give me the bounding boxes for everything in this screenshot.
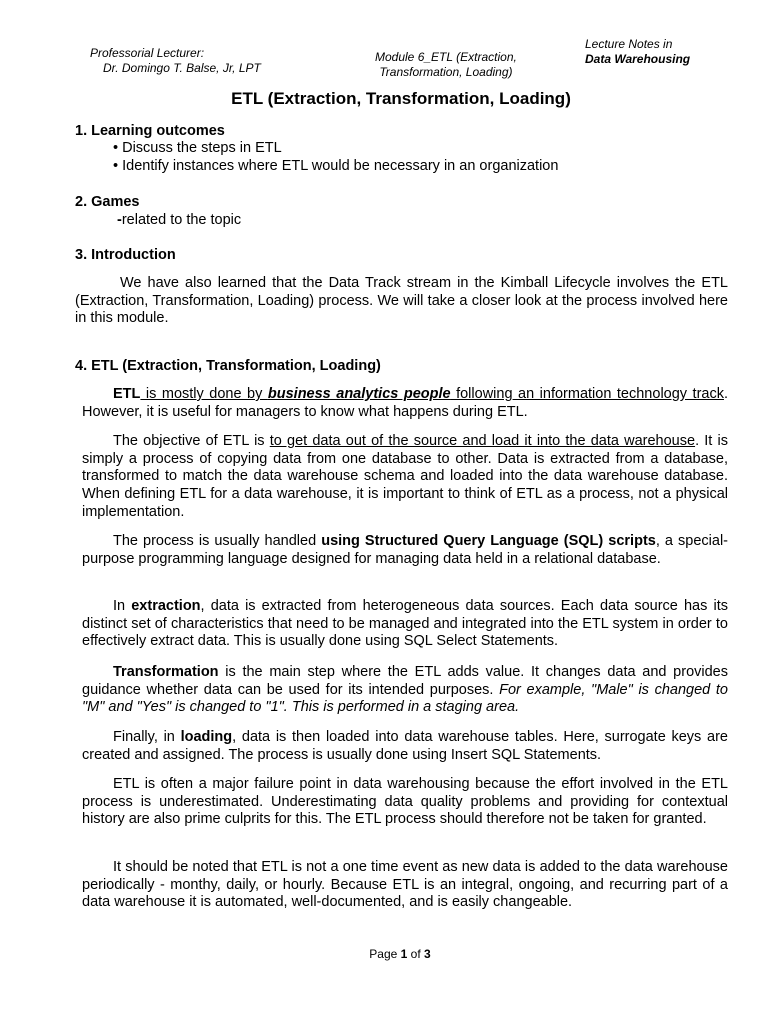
header-course-name: Data Warehousing [585,52,691,66]
etl-paragraph-6: Finally, in loading, data is then loaded into data warehouse tables. Here, surrogate keys are created and assigned. The process is usually done using Insert SQL Statements. [82,729,728,763]
etl-paragraph-5: Transformation is the main step where the ETL adds value. It changes data and provides guidance whether data can be used for its intended purposes. For example, "Male" is changed to "M" and "Yes" is changed to "1". This is performed in a staging area. [82,664,728,716]
introduction-paragraph: We have also learned that the Data Track stream in the Kimball Lifecycle involves the ETL (Extraction, Transformation, Loading) process. We will take a closer look at the process involved here in this module. [75,275,728,327]
header-module-line2: Transformation, Loading) [379,65,513,79]
learning-outcome-item: • Identify instances where ETL would be necessary in an organization [113,158,559,174]
current-page: 1 [400,947,408,961]
games-text [117,212,241,228]
page-number: Page 1 of 3 [369,947,431,961]
header-module-line1: Module 6_ETL (Extraction, [375,50,517,64]
etl-paragraph-7: ETL is often a major failure point in data warehousing because the effort involved in the ETL process is underestimated. Underestimating data quality problems and providing for contextual history are also prime culprits for this. The ETL process should therefore not be taken for granted. [82,776,728,828]
games-description: related to the topic [121,212,242,228]
etl-p1-underlined: is mostly done by business analytics people following an information technology track [140,386,724,402]
games-dash: - [117,212,122,228]
etl-paragraph-1: ETL is mostly done by business analytics people following an information technology track. However, it is useful for managers to know what happens during ETL. [82,386,729,420]
transformation-example: For example, "Male" is changed to "M" and "Yes" is changed to "1". This is performed in a staging area. [82,681,728,716]
section-etl-heading: 4. ETL (Extraction, Transformation, Loading) [75,358,381,374]
etl-paragraph-2: The objective of ETL is to get data out of the source and load it into the data warehouse. It is simply a process of copying data from one database to other. Data is extracted from a database, transformed to match the data warehouse schema and loaded into the data warehouse database. When defining ETL for a data warehouse, it is important to think of ETL as a process, not a physical implementation. [82,433,728,520]
section-learning-outcomes-heading: 1. Learning outcomes [75,123,225,139]
etl-term: ETL [113,386,141,402]
header-lecturer-name: Dr. Domingo T. Balse, Jr, LPT [103,61,261,75]
loading-term: loading [180,729,233,745]
total-pages: 3 [424,947,431,961]
header-lecturer-label: Professorial Lecturer: [90,46,205,60]
etl-paragraph-4: In extraction, data is extracted from heterogeneous data sources. Each data source has its distinct set of characteristics that need to be managed and integrated into the ETL system in order to effectively extract data. This is usually done using SQL Select Statements. [82,598,728,650]
etl-paragraph-3: The process is usually handled using Structured Query Language (SQL) scripts, a special-purpose programming language designed for managing data held in a relational database. [82,533,728,567]
extraction-term: extraction [131,598,201,614]
page-title: ETL (Extraction, Transformation, Loading) [231,89,571,108]
header-module [375,50,517,80]
section-introduction-heading: 3. Introduction [75,247,176,263]
etl-paragraph-8: It should be noted that ETL is not a one time event as new data is added to the data warehouse periodically - monthy, daily, or hourly. Because ETL is an integral, ongoing, and recurring part of a data warehouse it is automated, well-documented, and is easily changeable. [82,859,728,911]
etl-objective: to get data out of the source and load it into the data warehouse [269,433,696,449]
sql-scripts-term: using Structured Query Language (SQL) scripts [321,533,656,549]
header-course [585,37,690,67]
header-lecturer [90,46,261,76]
transformation-term: Transformation [113,664,219,680]
header-course-label: Lecture Notes in [585,37,673,51]
learning-outcome-item: • Discuss the steps in ETL [113,140,282,156]
business-analytics-people: business analytics people [267,386,451,402]
section-games-heading: 2. Games [75,194,140,210]
